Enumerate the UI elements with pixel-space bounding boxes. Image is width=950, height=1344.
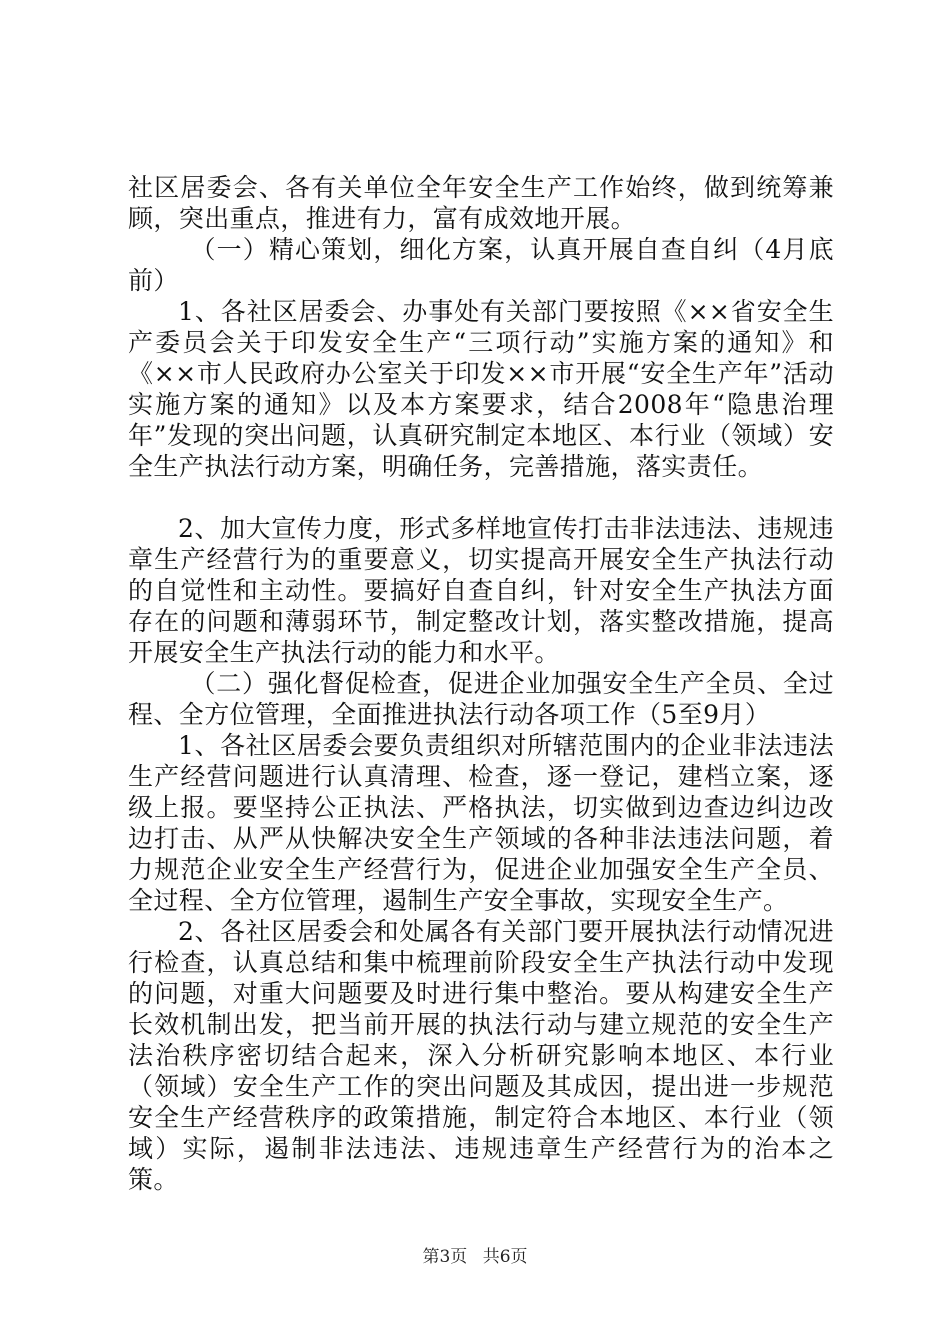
page-total: 共6页 [482,1247,528,1267]
paragraph-2-2: 2、各社区居委会和处属各有关部门要开展执法行动情况进行检查，认真总结和集中梳理前阶段安全生产执法行动中发现的问题，对重大问题要及时进行集中整治。要从构建安全生产长效机制出发，把当前开展的执法行动与建立规范的安全生产法治秩序密切结合起来，深入分析研究影响本地区、本行业（领域）安全生产工作的突出问题及其成因，提出进一步规范安全生产经营秩序的政策措施，制定符合本地区、本行业（领域）实际，遏制非法违法、违规违章生产经营行为的治本之策。 [128,917,834,1194]
section-heading-2: （二）强化督促检查，促进企业加强安全生产全员、全过程、全方位管理，全面推进执法行动各项工作（5至9月） [128,669,834,729]
paragraph-1-1: 1、各社区居委会、办事处有关部门要按照《××省安全生产委员会关于印发安全生产“三项行动”实施方案的通知》和《××市人民政府办公室关于印发××市开展“安全生产年”活动实施方案的通知》以及本方案要求，结合2008年“隐患治理年”发现的突出问题，认真研究制定本地区、本行业（领域）安全生产执法行动方案，明确任务，完善措施，落实责任。 [128,297,834,481]
document-body [128,172,834,1195]
paragraph-1-2: 2、加大宣传力度，形式多样地宣传打击非法违法、违规违章生产经营行为的重要意义，切实提高开展安全生产执法行动的自觉性和主动性。要搞好自查自纠，针对安全生产执法方面存在的问题和薄弱环节，制定整改计划，落实整改措施，提高开展安全生产执法行动的能力和水平。 [128,514,834,667]
page-footer [0,1246,950,1268]
paragraph-continuation: 社区居委会、各有关单位全年安全生产工作始终，做到统筹兼顾，突出重点，推进有力，富有成效地开展。 [128,173,834,233]
section-heading-1: （一）精心策划，细化方案，认真开展自查自纠（4月底前） [128,235,834,295]
page-number: 第3页 [422,1247,468,1267]
paragraph-2-1: 1、各社区居委会要负责组织对所辖范围内的企业非法违法生产经营问题进行认真清理、检查，逐一登记，建档立案，逐级上报。要坚持公正执法、严格执法，切实做到边查边纠边改边打击、从严从快解决安全生产领域的各种非法违法问题，着力规范企业安全生产经营行为，促进企业加强安全生产全员、全过程、全方位管理，遏制生产安全事故，实现安全生产。 [128,731,834,915]
